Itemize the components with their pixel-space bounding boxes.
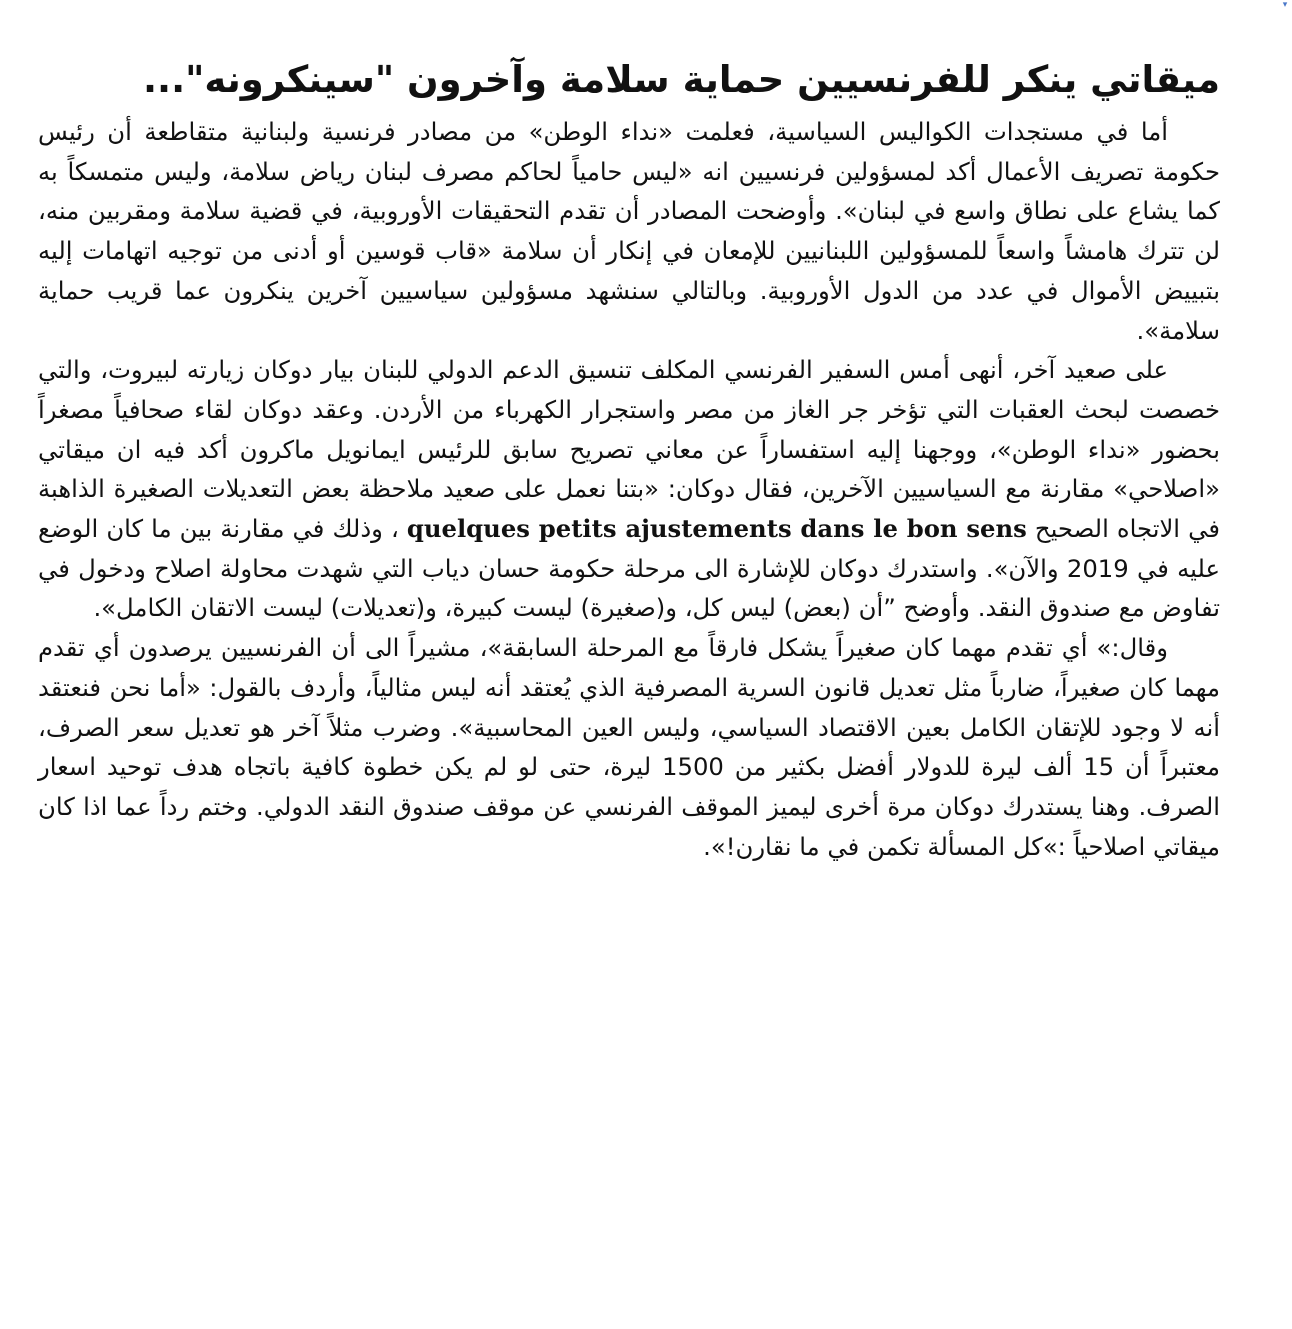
french-quote: quelques petits ajustements dans le bon sens: [406, 514, 1027, 544]
article-paragraph-3: وقال:» أي تقدم مهما كان صغيراً يشكل فارقاً مع المرحلة السابقة»، مشيراً الى أن الفرنسيين يرصدون أي تقدم مهما كان صغيراً، ضارباً مثل تعديل قانون السرية المصرفية الذي يُعتقد أنه ليس مثالياً، وأردف بالقول: «أما نحن فنعتقد أنه لا وجود للإتقان الكامل بعين الاقتصاد السياسي، وليس العين المحاسبية». وضرب مثلاً آخر هو تعديل سعر الصرف، معتبراً أن 15 ألف ليرة للدولار أفضل بكثير من 1500 ليرة، حتى لو لم يكن خطوة كافية باتجاه هدف توحيد اسعار الصرف. وهنا يستدرك دوكان مرة أخرى ليميز الموقف الفرنسي عن موقف صندوق النقد الدولي. وختم رداً عما اذا كان ميقاتي اصلاحياً :»كل المسألة تكمن في ما نقارن!».: [38, 633, 1220, 861]
paragraph-2-text-before: على صعيد آخر، أنهى أمس السفير الفرنسي المكلف تنسيق الدعم الدولي للبنان بيار دوكان زيارته لبيروت، والتي خصصت لبحث العقبات التي تؤخر جر الغاز من مصر واستجرار الكهرباء من الأردن. وعقد دوكان لقاء صحافياً مصغراً بحضور «نداء الوطن»، ووجهنا إليه استفساراً عن معاني تصريح سابق للرئيس ايمانويل ماكرون أكد فيه ان ميقاتي «اصلاحي» مقارنة مع السياسيين الآخرين، فقال دوكان: «بتنا نعمل على صعيد ملاحظة بعض التعديلات الصغيرة الذاهبة في الاتجاه الصحيح: [38, 355, 1220, 544]
article-body: [38, 112, 1220, 866]
article-paragraph-2: [38, 350, 1220, 628]
article-headline: ميقاتي ينكر للفرنسيين حماية سلامة وآخرون "سينكرونه"...: [142, 58, 1220, 101]
corner-mark-icon: ▾: [1282, 0, 1288, 10]
article-paragraph-1: أما في مستجدات الكواليس السياسية، فعلمت «نداء الوطن» من مصادر فرنسية ولبنانية متقاطعة أن رئيس حكومة تصريف الأعمال أكد لمسؤولين فرنسيين انه «ليس حامياً لحاكم مصرف لبنان رياض سلامة، وليس متمسكاً به كما يشاع على نطاق واسع في لبنان». وأوضحت المصادر أن تقدم التحقيقات الأوروبية، في قضية سلامة ومقربين منه، لن تترك هامشاً واسعاً للمسؤولين اللبنانيين للإمعان في إنكار أن سلامة «قاب قوسين أو أدنى من توجيه اتهامات إليه بتبييض الأموال في عدد من الدول الأوروبية. وبالتالي سنشهد مسؤولين سياسيين آخرين ينكرون عما قريب حماية سلامة».: [38, 117, 1220, 345]
paragraph-2-text-after: ، وذلك في مقارنة بين ما كان الوضع عليه في 2019 والآن». واستدرك دوكان للإشارة الى مرحلة حكومة حسان دياب التي شهدت محاولة اصلاح ودخول في تفاوض مع صندوق النقد. وأوضح ”أن (بعض) ليس كل، و(صغيرة) ليست كبيرة، و(تعديلات) ليست الاتقان الكامل».: [38, 514, 1220, 623]
